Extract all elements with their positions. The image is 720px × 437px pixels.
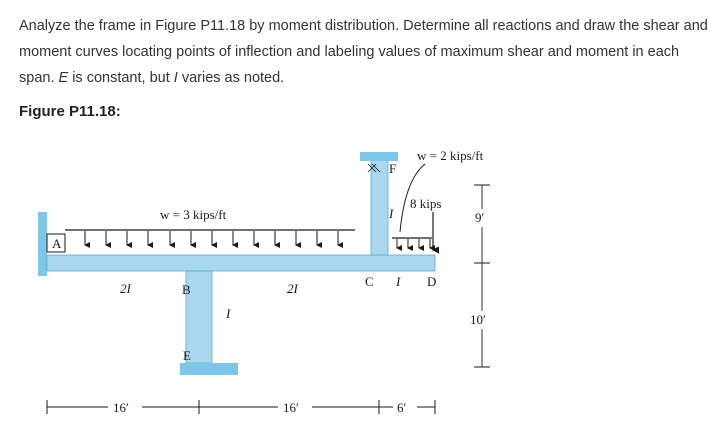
column-CF bbox=[371, 158, 388, 255]
node-A-label: A bbox=[52, 236, 62, 251]
support-F bbox=[360, 152, 398, 161]
problem-text-3: varies as noted. bbox=[177, 70, 285, 86]
node-F-label: F bbox=[389, 161, 397, 176]
inertia-CF-label: I bbox=[389, 206, 394, 221]
node-C-label: C bbox=[365, 274, 374, 289]
problem-text-2: is constant, but bbox=[68, 70, 174, 86]
dim-9-label: 9′ bbox=[475, 210, 485, 225]
inertia-BC-label: 2I bbox=[287, 281, 298, 296]
node-D-label: D bbox=[427, 274, 437, 289]
inertia-CD-label: I bbox=[396, 274, 401, 289]
load-right-label: w = 2 kips/ft bbox=[417, 148, 484, 163]
dim-16a-label: 16′ bbox=[113, 400, 129, 415]
inertia-symbol: I bbox=[173, 70, 178, 86]
load-left-arrows bbox=[85, 231, 338, 245]
load-left-label: w = 3 kips/ft bbox=[160, 207, 227, 222]
figure-title: Figure P11.18: bbox=[19, 103, 121, 120]
inertia-BE-label: I bbox=[226, 306, 231, 321]
modulus-symbol: E bbox=[58, 70, 69, 86]
node-E-label: E bbox=[183, 348, 191, 363]
dim-10-label: 10′ bbox=[470, 312, 486, 327]
point-load-label: 8 kips bbox=[410, 196, 442, 211]
support-A bbox=[38, 212, 47, 276]
dim-16b-label: 16′ bbox=[283, 400, 299, 415]
load-right-arrows bbox=[397, 239, 430, 248]
dim-6-label: 6′ bbox=[397, 400, 407, 415]
node-B-label: B bbox=[182, 282, 191, 297]
inertia-AB-label: 2I bbox=[120, 281, 131, 296]
girder-ABCD bbox=[47, 255, 435, 271]
problem-text-1: Analyze the frame in Figure P11.18 by moment distribution. Determine all reactions and draw the shear and moment curves locating points of inflection and labeling values of maximum shear and moment in each span. bbox=[19, 18, 708, 86]
support-E bbox=[180, 363, 238, 375]
